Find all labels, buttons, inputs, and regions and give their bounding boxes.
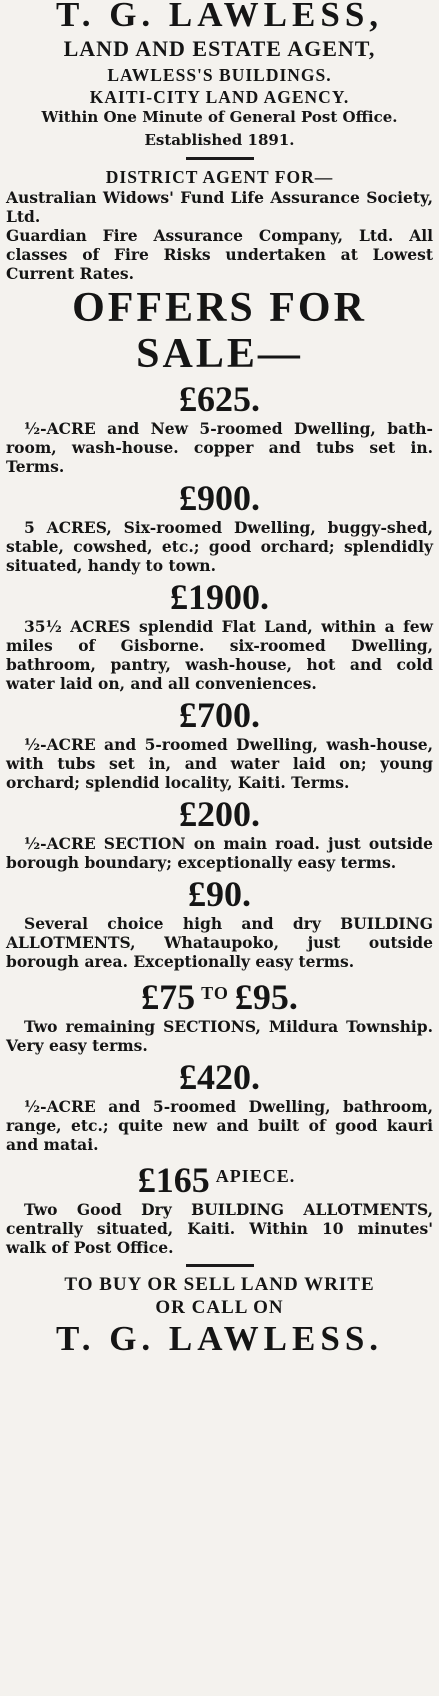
listing-price: £165 xyxy=(137,1160,210,1200)
listing-description: Several choice high and dry BUILDING ALLOTMENTS, Whataupoko, just outside borough area. Exceptionally easy terms. xyxy=(6,914,433,971)
listing-price: £900. xyxy=(179,478,260,518)
listing-price: £1900. xyxy=(170,577,269,617)
listing-75-to-95 xyxy=(6,973,433,1055)
footer-line-1: TO BUY OR SELL LAND WRITE xyxy=(64,1274,375,1295)
listing-price: £90. xyxy=(188,874,251,914)
listing-description: Two remaining SECTIONS, Mildura Township. Very easy terms. xyxy=(6,1017,433,1055)
listing-420 xyxy=(6,1057,433,1154)
listing-description: Two Good Dry BUILDING ALLOTMENTS, centrally situated, Kaiti. Within 10 minutes' walk of Post Office. xyxy=(6,1200,433,1257)
divider-rule xyxy=(186,157,254,160)
agent-role-heading: LAND AND ESTATE AGENT, xyxy=(63,36,376,61)
listing-900 xyxy=(6,478,433,575)
listing-625 xyxy=(6,379,433,476)
listing-description: ½-ACRE SECTION on main road. just outside borough boundary; exceptionally easy terms. xyxy=(6,834,433,872)
listing-description: ½-ACRE and New 5-roomed Dwelling, bath-room, wash-house. copper and tubs set in. Terms. xyxy=(6,419,433,476)
footer-agent-name: T. G. LAWLESS. xyxy=(55,1319,384,1358)
price-to-word: TO xyxy=(201,983,229,1003)
agency-name: KAITI-CITY LAND AGENCY. xyxy=(89,87,350,107)
location-note: Within One Minute of General Post Office. xyxy=(41,108,398,126)
listing-700 xyxy=(6,695,433,792)
listing-price: £200. xyxy=(179,794,260,834)
building-name: LAWLESS'S BUILDINGS. xyxy=(107,65,332,85)
offers-heading: OFFERS FOR SALE— xyxy=(72,285,367,377)
agent-name-heading: T. G. LAWLESS, xyxy=(55,0,384,34)
district-item-guardian-fire: Guardian Fire Assurance Company, Ltd. All classes of Fire Risks undertaken at Lowest Current Rates. xyxy=(6,226,433,283)
listing-description: 5 ACRES, Six-roomed Dwelling, buggy-shed, stable, cowshed, etc.; good orchard; splendidly situated, handy to town. xyxy=(6,518,433,575)
price-suffix: APIECE. xyxy=(215,1166,296,1186)
listing-description: 35½ ACRES splendid Flat Land, within a few miles of Gisborne. six-roomed Dwelling, bathroom, pantry, wash-house, hot and cold water laid on, and all conveniences. xyxy=(6,617,433,693)
established-note: Established 1891. xyxy=(144,131,295,149)
listing-price: £420. xyxy=(179,1057,260,1097)
district-heading: DISTRICT AGENT FOR— xyxy=(105,167,334,187)
listing-price-range xyxy=(6,973,433,1017)
district-item-widows-fund: Australian Widows' Fund Life Assurance Society, Ltd. xyxy=(6,188,433,226)
price-from: £75 xyxy=(141,977,196,1017)
listing-200 xyxy=(6,794,433,872)
price-to: £95. xyxy=(234,977,298,1017)
listing-description: ½-ACRE and 5-roomed Dwelling, wash-house, with tubs set in, and water laid on; young orchard; splendid locality, Kaiti. Terms. xyxy=(6,735,433,792)
footer-line-2: OR CALL ON xyxy=(155,1297,284,1318)
listing-price-apiece xyxy=(6,1156,433,1200)
listing-price: £625. xyxy=(179,379,260,419)
divider-rule xyxy=(186,1264,254,1267)
listing-price: £700. xyxy=(179,695,260,735)
listing-description: ½-ACRE and 5-roomed Dwelling, bathroom, range, etc.; quite new and built of good kauri and matai. xyxy=(6,1097,433,1154)
listing-90 xyxy=(6,874,433,971)
listing-165-apiece xyxy=(6,1156,433,1257)
listing-1900 xyxy=(6,577,433,693)
